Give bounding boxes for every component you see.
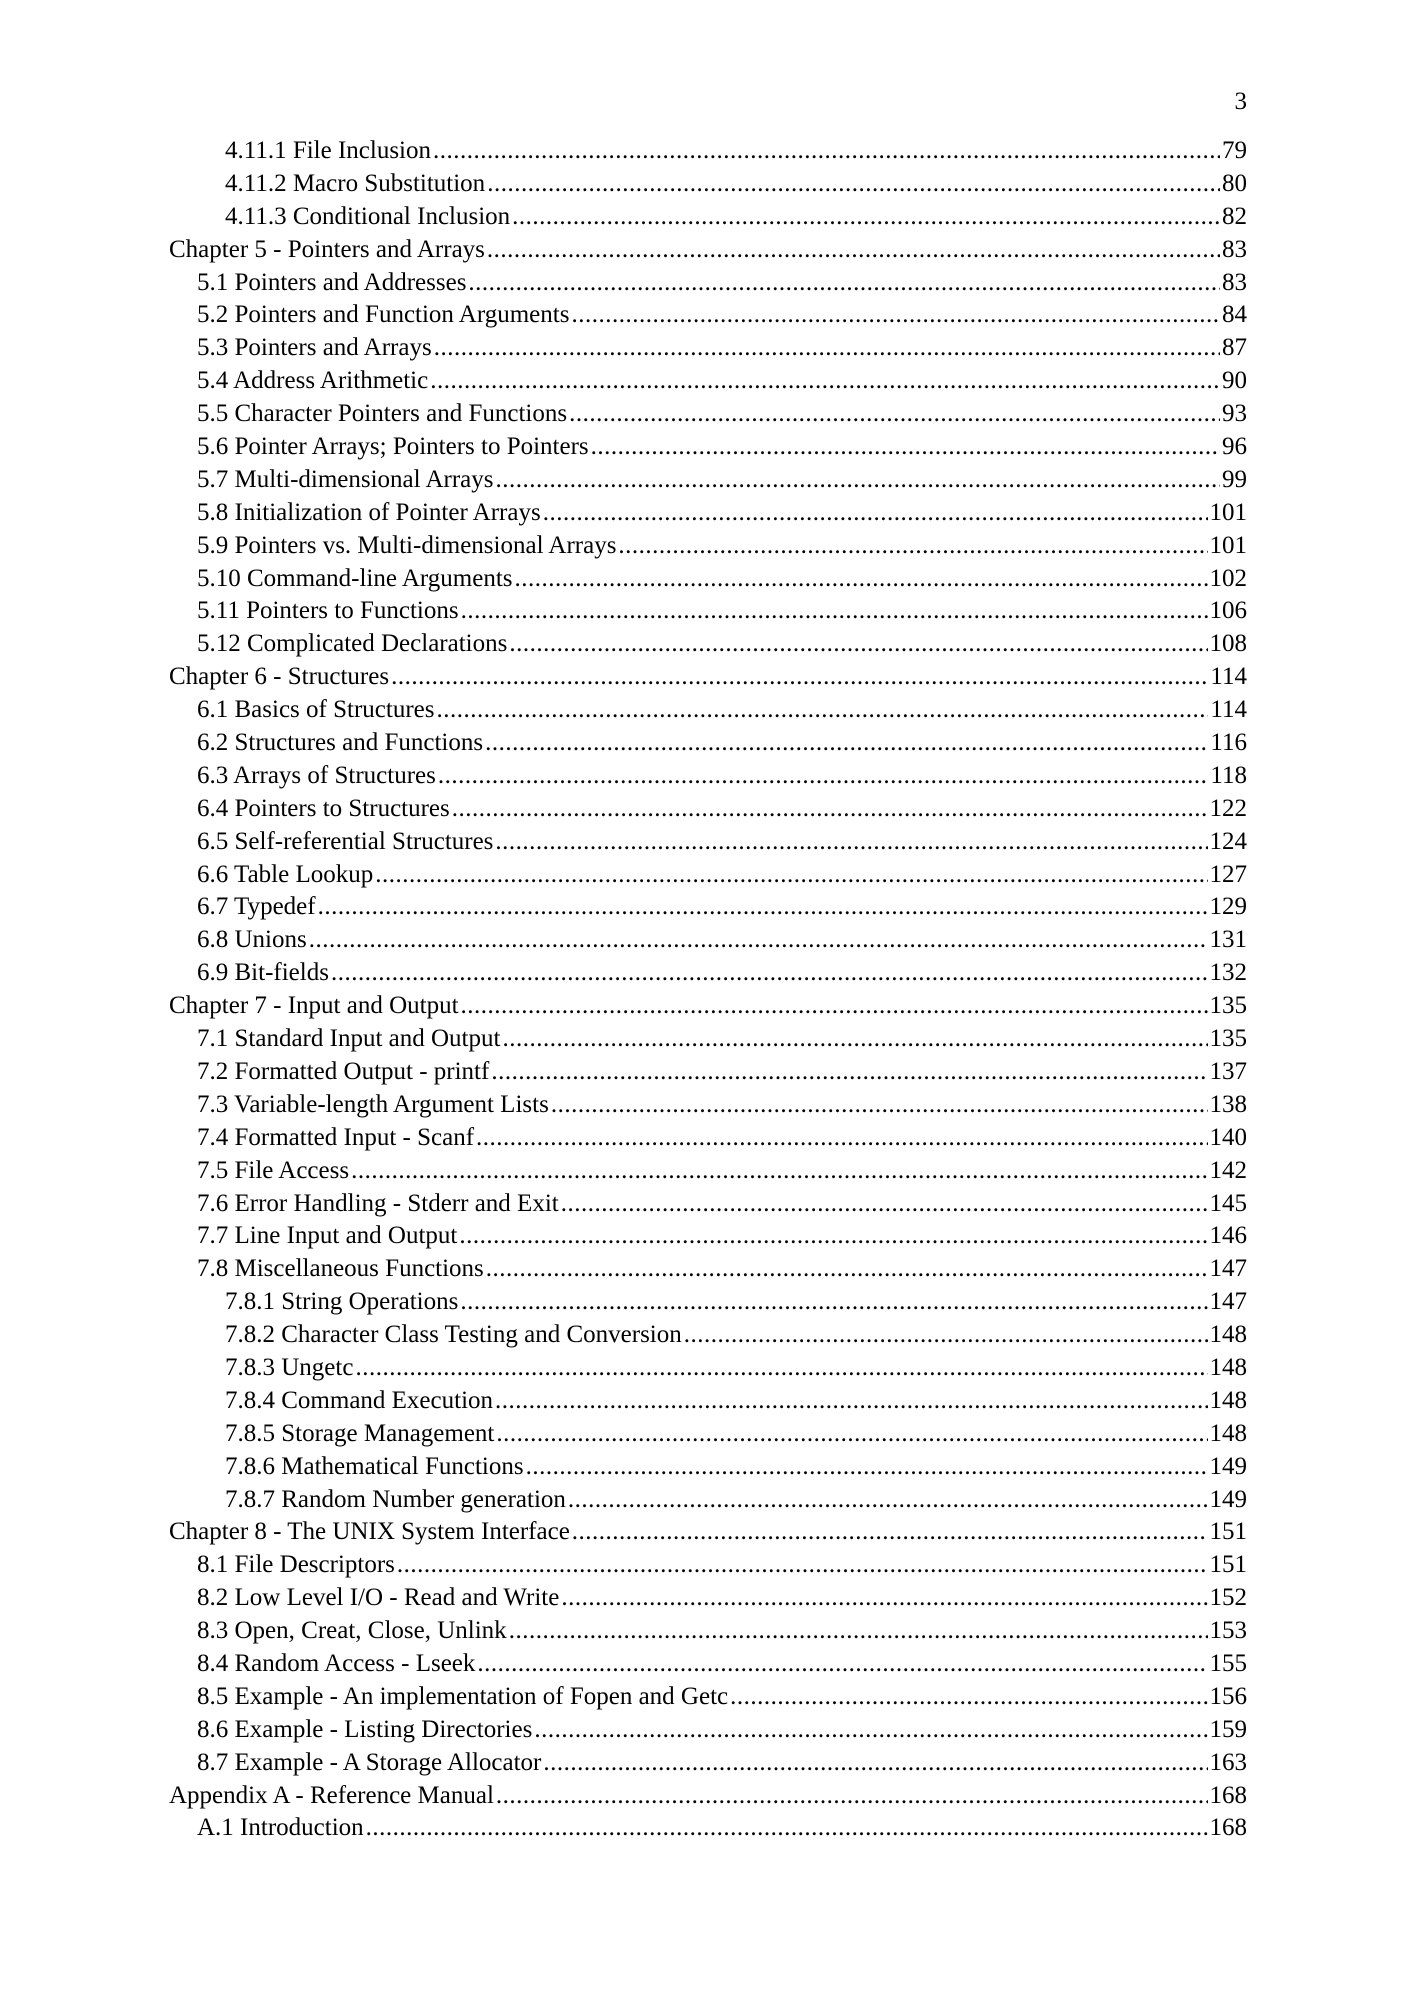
toc-entry-page: 83: [1222, 268, 1247, 296]
toc-entry-page: 124: [1209, 827, 1247, 855]
toc-entry-page: 152: [1209, 1584, 1247, 1612]
toc-entry: [169, 760, 1247, 793]
toc-dot-leader: [485, 727, 1208, 760]
toc-entry: [169, 1253, 1247, 1286]
toc-dot-leader: [618, 530, 1207, 563]
toc-entry: [169, 201, 1247, 234]
toc-entry-title: 8.2 Low Level I/O - Read and Write: [197, 1584, 560, 1612]
toc-entry: [169, 1747, 1247, 1780]
toc-entry: [169, 694, 1247, 727]
toc-entry-title: 7.8 Miscellaneous Functions: [197, 1255, 484, 1283]
toc-dot-leader: [509, 1615, 1208, 1648]
toc-entry: [169, 1615, 1247, 1648]
toc-entry-title: 8.3 Open, Creat, Close, Unlink: [197, 1617, 507, 1645]
toc-entry: [169, 563, 1247, 596]
toc-entry-title: 7.4 Formatted Input - Scanf: [197, 1123, 475, 1151]
toc-entry-page: 148: [1209, 1419, 1247, 1447]
toc-entry-title: 7.2 Formatted Output - printf: [197, 1057, 490, 1085]
toc-entry-page: 149: [1209, 1485, 1247, 1513]
toc-dot-leader: [495, 826, 1207, 859]
toc-entry: [169, 1319, 1247, 1352]
toc-entry-page: 82: [1222, 202, 1247, 230]
toc-entry: [169, 365, 1247, 398]
toc-entry-page: 159: [1209, 1715, 1247, 1743]
toc-dot-leader: [495, 1385, 1207, 1418]
toc-dot-leader: [459, 1220, 1207, 1253]
toc-dot-leader: [568, 1484, 1208, 1517]
toc-entry-title: 7.5 File Access: [197, 1156, 350, 1184]
toc-entry-title: 5.8 Initialization of Pointer Arrays: [197, 498, 541, 526]
toc-entry-title: 6.1 Basics of Structures: [197, 696, 435, 724]
toc-entry-page: 135: [1209, 1025, 1247, 1053]
toc-entry: [169, 859, 1247, 892]
toc-entry-title: A.1 Introduction: [197, 1814, 364, 1842]
toc-entry-page: 153: [1209, 1617, 1247, 1645]
toc-entry-title: 7.8.2 Character Class Testing and Conversion: [225, 1321, 682, 1349]
toc-entry-page: 135: [1209, 992, 1247, 1020]
toc-entry-page: 101: [1209, 498, 1247, 526]
toc-entry-page: 90: [1222, 367, 1247, 395]
toc-entry-page: 99: [1222, 465, 1247, 493]
toc-entry-page: 147: [1209, 1288, 1247, 1316]
toc-entry: [169, 727, 1247, 760]
toc-entry-page: 116: [1210, 729, 1247, 757]
toc-entry-title: 5.7 Multi-dimensional Arrays: [197, 465, 494, 493]
toc-entry: [169, 990, 1247, 1023]
toc-entry-page: 102: [1209, 564, 1247, 592]
toc-entry: [169, 891, 1247, 924]
toc-entry: [169, 793, 1247, 826]
toc-dot-leader: [684, 1319, 1208, 1352]
toc-entry: [169, 135, 1247, 168]
toc-entry-title: 5.5 Character Pointers and Functions: [197, 400, 568, 428]
toc-entry-page: 132: [1209, 959, 1247, 987]
toc-entry-page: 147: [1209, 1255, 1247, 1283]
toc-entry: [169, 267, 1247, 300]
toc-entry-title: 5.4 Address Arithmetic: [197, 367, 429, 395]
toc-dot-leader: [561, 1188, 1208, 1221]
toc-entry-title: 5.2 Pointers and Function Arguments: [197, 301, 570, 329]
toc-dot-leader: [434, 332, 1220, 365]
table-of-contents: [169, 135, 1247, 1845]
toc-entry-page: 137: [1209, 1057, 1247, 1085]
toc-entry-page: 155: [1209, 1649, 1247, 1677]
page-number: 3: [1234, 88, 1247, 115]
toc-entry-title: 6.8 Unions: [197, 926, 307, 954]
toc-dot-leader: [397, 1549, 1208, 1582]
toc-dot-leader: [309, 924, 1208, 957]
toc-entry-title: 4.11.1 File Inclusion: [225, 137, 432, 164]
toc-entry-title: 8.4 Random Access - Lseek: [197, 1649, 476, 1677]
toc-dot-leader: [318, 891, 1208, 924]
toc-entry: [169, 1812, 1247, 1845]
toc-entry-page: 151: [1209, 1551, 1247, 1579]
toc-entry-page: 106: [1209, 597, 1247, 625]
toc-dot-leader: [436, 694, 1208, 727]
toc-entry: [169, 1056, 1247, 1089]
toc-entry: [169, 1220, 1247, 1253]
toc-entry-page: 83: [1222, 235, 1247, 263]
toc-entry-title: 6.9 Bit-fields: [197, 959, 329, 987]
toc-entry: [169, 1451, 1247, 1484]
toc-entry-title: 7.8.3 Ungetc: [225, 1353, 354, 1381]
toc-entry: [169, 464, 1247, 497]
toc-entry-page: 142: [1209, 1156, 1247, 1184]
toc-dot-leader: [468, 267, 1220, 300]
toc-entry: [169, 1549, 1247, 1582]
toc-entry-title: Chapter 8 - The UNIX System Interface: [169, 1518, 570, 1546]
toc-entry-page: 127: [1209, 860, 1247, 888]
toc-entry-title: 7.6 Error Handling - Stderr and Exit: [197, 1189, 559, 1217]
toc-entry: [169, 1681, 1247, 1714]
toc-entry: [169, 924, 1247, 957]
toc-entry-title: 5.9 Pointers vs. Multi-dimensional Arrays: [197, 531, 617, 559]
toc-entry-page: 148: [1209, 1321, 1247, 1349]
toc-entry-title: Chapter 7 - Input and Output: [169, 992, 459, 1020]
toc-entry-title: 5.1 Pointers and Addresses: [197, 268, 467, 296]
toc-dot-leader: [391, 661, 1208, 694]
toc-entry: [169, 1582, 1247, 1615]
toc-entry: [169, 1155, 1247, 1188]
toc-entry: [169, 1648, 1247, 1681]
toc-dot-leader: [430, 365, 1220, 398]
toc-dot-leader: [351, 1155, 1207, 1188]
toc-dot-leader: [571, 299, 1220, 332]
toc-entry-page: 163: [1209, 1748, 1247, 1776]
toc-entry-page: 131: [1209, 926, 1247, 954]
toc-entry-page: 146: [1209, 1222, 1247, 1250]
toc-dot-leader: [433, 135, 1220, 168]
toc-entry: [169, 530, 1247, 563]
toc-entry-page: 140: [1209, 1123, 1247, 1151]
toc-entry-title: 5.3 Pointers and Arrays: [197, 334, 432, 362]
toc-entry-page: 148: [1209, 1353, 1247, 1381]
toc-dot-leader: [452, 793, 1208, 826]
toc-dot-leader: [491, 1056, 1207, 1089]
toc-entry-title: 5.11 Pointers to Functions: [197, 597, 459, 625]
toc-entry: [169, 1516, 1247, 1549]
toc-entry: [169, 957, 1247, 990]
toc-entry-title: 7.8.4 Command Execution: [225, 1386, 494, 1414]
toc-dot-leader: [460, 1286, 1207, 1319]
toc-entry-title: 4.11.3 Conditional Inclusion: [225, 202, 511, 230]
toc-dot-leader: [438, 760, 1209, 793]
toc-entry-page: 156: [1209, 1682, 1247, 1710]
toc-dot-leader: [551, 1089, 1208, 1122]
toc-dot-leader: [572, 1516, 1208, 1549]
toc-entry-page: 168: [1209, 1814, 1247, 1842]
toc-dot-leader: [543, 497, 1208, 530]
toc-dot-leader: [331, 957, 1208, 990]
toc-dot-leader: [486, 1253, 1208, 1286]
toc-entry-page: 84: [1222, 301, 1247, 329]
toc-dot-leader: [355, 1352, 1207, 1385]
toc-entry: [169, 398, 1247, 431]
toc-entry-page: 151: [1209, 1518, 1247, 1546]
toc-entry: [169, 1780, 1247, 1813]
toc-entry-title: 8.1 File Descriptors: [197, 1551, 395, 1579]
toc-entry-title: 6.3 Arrays of Structures: [197, 761, 436, 789]
toc-entry-page: 149: [1209, 1452, 1247, 1480]
toc-dot-leader: [515, 563, 1208, 596]
toc-entry: [169, 1352, 1247, 1385]
toc-dot-leader: [591, 431, 1220, 464]
toc-dot-leader: [534, 1714, 1207, 1747]
toc-entry-title: Chapter 6 - Structures: [169, 663, 390, 691]
toc-entry-page: 114: [1210, 663, 1247, 691]
toc-entry-title: 7.7 Line Input and Output: [197, 1222, 458, 1250]
toc-dot-leader: [502, 1023, 1207, 1056]
toc-entry-title: 7.1 Standard Input and Output: [197, 1025, 501, 1053]
toc-entry-page: 93: [1222, 400, 1247, 428]
toc-entry-title: 5.6 Pointer Arrays; Pointers to Pointers: [197, 433, 589, 461]
toc-entry: [169, 1122, 1247, 1155]
toc-entry-title: Appendix A - Reference Manual: [169, 1781, 494, 1809]
toc-entry-title: 6.2 Structures and Functions: [197, 729, 484, 757]
toc-entry: [169, 826, 1247, 859]
toc-entry-title: 6.7 Typedef: [197, 893, 316, 921]
toc-entry-page: 96: [1222, 433, 1247, 461]
toc-dot-leader: [569, 398, 1220, 431]
toc-entry-page: 114: [1210, 696, 1247, 724]
toc-entry-page: 122: [1209, 794, 1247, 822]
toc-entry: [169, 661, 1247, 694]
toc-dot-leader: [512, 201, 1220, 234]
toc-entry-title: 6.6 Table Lookup: [197, 860, 374, 888]
toc-entry-page: 87: [1222, 334, 1247, 362]
toc-dot-leader: [375, 859, 1207, 892]
toc-dot-leader: [496, 1780, 1208, 1813]
toc-entry-title: 7.8.1 String Operations: [225, 1288, 459, 1316]
toc-entry-page: 129: [1209, 893, 1247, 921]
toc-dot-leader: [487, 168, 1220, 201]
toc-entry-page: 118: [1210, 761, 1247, 789]
toc-dot-leader: [730, 1681, 1207, 1714]
toc-dot-leader: [561, 1582, 1207, 1615]
toc-entry-title: 7.8.7 Random Number generation: [225, 1485, 566, 1513]
toc-entry: [169, 1714, 1247, 1747]
toc-entry: [169, 1484, 1247, 1517]
toc-entry-page: 80: [1222, 169, 1247, 197]
toc-entry-title: 7.8.5 Storage Management: [225, 1419, 495, 1447]
toc-entry-page: 138: [1209, 1090, 1247, 1118]
toc-entry: [169, 1023, 1247, 1056]
toc-entry: [169, 1188, 1247, 1221]
toc-entry: [169, 595, 1247, 628]
toc-entry: [169, 497, 1247, 530]
toc-entry-title: 7.8.6 Mathematical Functions: [225, 1452, 524, 1480]
toc-dot-leader: [543, 1747, 1207, 1780]
toc-entry-page: 108: [1209, 630, 1247, 658]
toc-dot-leader: [461, 595, 1208, 628]
toc-entry-title: 6.4 Pointers to Structures: [197, 794, 450, 822]
toc-dot-leader: [366, 1812, 1208, 1845]
toc-entry: [169, 628, 1247, 661]
toc-entry: [169, 1385, 1247, 1418]
toc-dot-leader: [526, 1451, 1208, 1484]
toc-entry-page: 168: [1209, 1781, 1247, 1809]
toc-entry-title: 6.5 Self-referential Structures: [197, 827, 494, 855]
toc-entry-page: 101: [1209, 531, 1247, 559]
toc-entry: [169, 1286, 1247, 1319]
toc-dot-leader: [461, 990, 1208, 1023]
toc-dot-leader: [496, 1418, 1207, 1451]
toc-dot-leader: [496, 464, 1221, 497]
toc-dot-leader: [477, 1648, 1207, 1681]
toc-entry: [169, 332, 1247, 365]
toc-dot-leader: [476, 1122, 1207, 1155]
toc-dot-leader: [509, 628, 1207, 661]
toc-entry: [169, 168, 1247, 201]
toc-entry-title: Chapter 5 - Pointers and Arrays: [169, 235, 485, 263]
toc-entry: [169, 299, 1247, 332]
toc-entry-title: 8.5 Example - An implementation of Fopen and Getc: [197, 1682, 729, 1710]
toc-entry-title: 7.3 Variable-length Argument Lists: [197, 1090, 549, 1118]
toc-entry-title: 8.6 Example - Listing Directories: [197, 1715, 533, 1743]
toc-dot-leader: [487, 234, 1220, 267]
toc-entry-page: 145: [1209, 1189, 1247, 1217]
toc-entry-title: 4.11.2 Macro Substitution: [225, 169, 486, 197]
toc-entry: [169, 431, 1247, 464]
toc-entry-title: 8.7 Example - A Storage Allocator: [197, 1748, 542, 1776]
toc-entry: [169, 1089, 1247, 1122]
toc-entry-title: 5.12 Complicated Declarations: [197, 630, 508, 658]
toc-entry-page: 79: [1222, 137, 1247, 164]
toc-entry-title: 5.10 Command-line Arguments: [197, 564, 513, 592]
toc-entry: [169, 234, 1247, 267]
toc-entry-page: 148: [1209, 1386, 1247, 1414]
toc-entry: [169, 1418, 1247, 1451]
